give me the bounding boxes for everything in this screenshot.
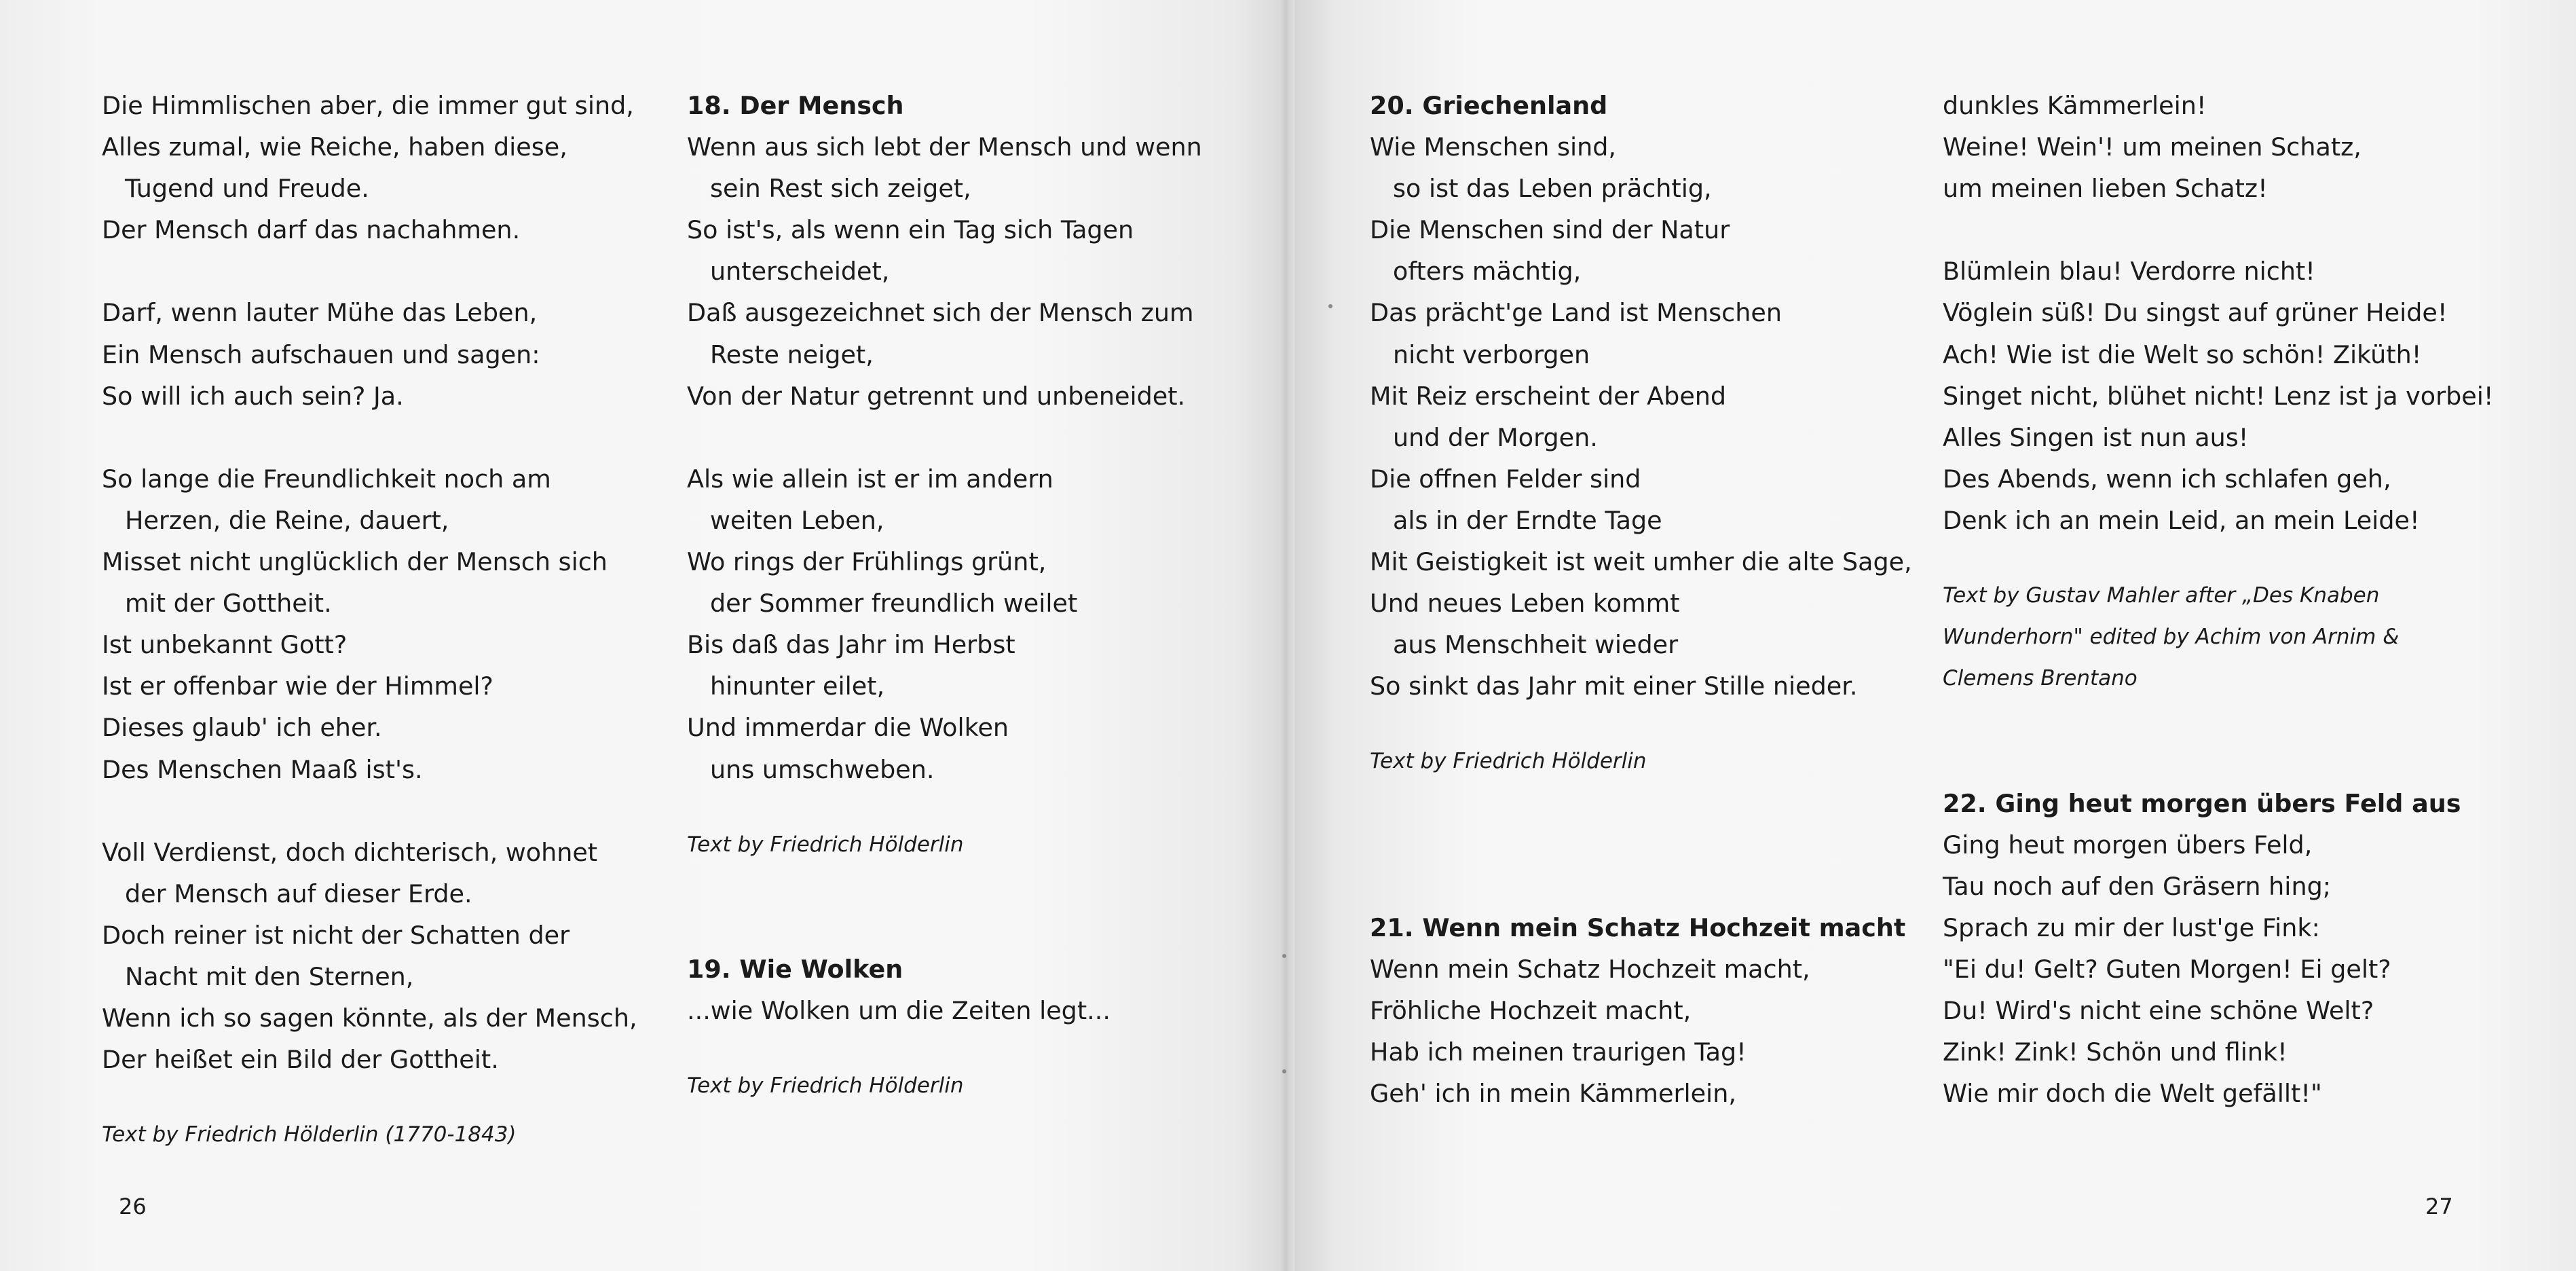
poem-line: Wenn aus sich lebt der Mensch und wenn <box>687 132 1202 162</box>
poem-line: Tugend und Freude. <box>125 174 369 204</box>
song-title: 22. Ging heut morgen übers Feld aus <box>1943 788 2461 818</box>
poem-line: Tau noch auf den Gräsern hing; <box>1943 871 2332 901</box>
song-title: 19. Wie Wolken <box>687 954 903 984</box>
poem-line: der Mensch auf dieser Erde. <box>125 879 472 908</box>
poem-line: Misset nicht unglücklich der Mensch sich <box>102 547 608 577</box>
poem-line: und der Morgen. <box>1393 422 1598 452</box>
poem-line: Denk ich an mein Leid, an mein Leide! <box>1943 505 2420 535</box>
poem-line: Die Himmlischen aber, die immer gut sind, <box>102 91 634 120</box>
poem-column-1 <box>102 85 637 1156</box>
poem-line: Von der Natur getrennt und unbeneidet. <box>687 381 1186 411</box>
poem-line: unterscheidet, <box>710 257 890 287</box>
poem-line: "Ei du! Gelt? Guten Morgen! Ei gelt? <box>1943 954 2391 984</box>
poem-line: Mit Reiz erscheint der Abend <box>1370 381 1727 411</box>
poem-line: Darf, wenn lauter Mühe das Leben, <box>102 298 538 328</box>
poem-line: Daß ausgezeichnet sich der Mensch zum <box>687 298 1194 328</box>
poem-line: Bis daß das Jahr im Herbst <box>687 630 1015 660</box>
poem-line: der Sommer freundlich weilet <box>710 589 1078 619</box>
poem-line: Die Menschen sind der Natur <box>1370 215 1730 245</box>
poem-line: Alles zumal, wie Reiche, haben diese, <box>102 132 567 162</box>
poem-line: Fröhliche Hochzeit macht, <box>1370 995 1692 1025</box>
poem-line: Als wie allein ist er im andern <box>687 464 1053 494</box>
poem-line: Des Menschen Maaß ist's. <box>102 754 423 784</box>
poem-line: Wo rings der Frühlings grünt, <box>687 547 1047 577</box>
binding-mark <box>1282 1069 1286 1073</box>
poem-line: nicht verborgen <box>1393 339 1590 369</box>
poem-line: Hab ich meinen traurigen Tag! <box>1370 1037 1747 1067</box>
text-credit: Text by Friedrich Hölderlin <box>687 832 964 857</box>
song-title: 20. Griechenland <box>1370 91 1608 120</box>
poem-line: sein Rest sich zeiget, <box>710 174 971 204</box>
poem-line: So sinkt das Jahr mit einer Stille nieder. <box>1370 671 1858 701</box>
poem-line: als in der Erndte Tage <box>1393 505 1662 535</box>
poem-line: Der Mensch darf das nachahmen. <box>102 215 521 245</box>
poem-line: aus Menschheit wieder <box>1393 630 1679 660</box>
page-number: 26 <box>119 1194 147 1219</box>
poem-line: Ist er offenbar wie der Himmel? <box>102 671 493 701</box>
song-title: 18. Der Mensch <box>687 91 904 120</box>
text-credit: Text by Friedrich Hölderlin <box>1370 749 1647 774</box>
page-gutter <box>1280 0 1294 1271</box>
text-credit: Clemens Brentano <box>1943 666 2138 691</box>
poem-line: Alles Singen ist nun aus! <box>1943 422 2249 452</box>
song-title: 21. Wenn mein Schatz Hochzeit macht <box>1370 913 1906 942</box>
poem-line: hinunter eilet, <box>710 671 885 701</box>
text-credit: Text by Friedrich Hölderlin (1770-1843) <box>102 1122 517 1147</box>
poem-line: ...wie Wolken um die Zeiten legt... <box>687 995 1110 1025</box>
poem-line: Voll Verdienst, doch dichterisch, wohnet <box>102 837 598 867</box>
poem-line: Herzen, die Reine, dauert, <box>125 505 449 535</box>
poem-line: Wenn mein Schatz Hochzeit macht, <box>1370 954 1810 984</box>
poem-line: Weine! Wein'! um meinen Schatz, <box>1943 132 2362 162</box>
poem-line: uns umschweben. <box>710 754 935 784</box>
poem-line: Der heißet ein Bild der Gottheit. <box>102 1045 499 1075</box>
poem-line: Wie Menschen sind, <box>1370 132 1617 162</box>
poem-line: So lange die Freundlichkeit noch am <box>102 464 551 494</box>
poem-line: Dieses glaub' ich eher. <box>102 713 382 743</box>
poem-line: Die offnen Felder sind <box>1370 464 1641 494</box>
poem-line: Zink! Zink! Schön und flink! <box>1943 1037 2288 1067</box>
poem-line: So ist's, als wenn ein Tag sich Tagen <box>687 215 1134 245</box>
text-credit: Wunderhorn" edited by Achim von Arnim & <box>1943 625 2400 650</box>
binding-mark <box>1282 954 1286 958</box>
poem-line: Ein Mensch aufschauen und sagen: <box>102 339 540 369</box>
poem-line: Und neues Leben kommt <box>1370 589 1680 619</box>
poem-line: Mit Geistigkeit ist weit umher die alte Sage, <box>1370 547 1912 577</box>
poem-line: So will ich auch sein? Ja. <box>102 381 404 411</box>
poem-line: Sprach zu mir der lust'ge Fink: <box>1943 913 2320 942</box>
binding-mark <box>1328 304 1332 308</box>
poem-line: Du! Wird's nicht eine schöne Welt? <box>1943 995 2374 1025</box>
poem-line: so ist das Leben prächtig, <box>1393 174 1712 204</box>
poem-line: Doch reiner ist nicht der Schatten der <box>102 920 570 950</box>
page-number: 27 <box>2425 1194 2453 1219</box>
poem-column-3 <box>1370 85 1912 1114</box>
poem-line: Geh' ich in mein Kämmerlein, <box>1370 1079 1736 1109</box>
poem-line: dunkles Kämmerlein! <box>1943 91 2207 120</box>
poem-line: Vöglein süß! Du singst auf grüner Heide! <box>1943 298 2448 328</box>
poem-line: Des Abends, wenn ich schlafen geh, <box>1943 464 2391 494</box>
poem-line: Und immerdar die Wolken <box>687 713 1009 743</box>
poem-line: Singet nicht, blühet nicht! Lenz ist ja vorbei! <box>1943 381 2494 411</box>
poem-line: Das prächt'ge Land ist Menschen <box>1370 298 1782 328</box>
poem-line: Wenn ich so sagen könnte, als der Mensch, <box>102 1003 637 1033</box>
poem-column-4 <box>1943 85 2494 1114</box>
poem-line: Ging heut morgen übers Feld, <box>1943 830 2313 860</box>
poem-line: weiten Leben, <box>710 505 884 535</box>
poem-line: Ist unbekannt Gott? <box>102 630 348 660</box>
poem-line: Ach! Wie ist die Welt so schön! Ziküth! <box>1943 339 2422 369</box>
poem-line: Nacht mit den Sternen, <box>125 961 414 991</box>
poem-line: ofters mächtig, <box>1393 257 1582 287</box>
poem-line: Wie mir doch die Welt gefällt!" <box>1943 1079 2322 1109</box>
poem-column-2 <box>687 85 1202 1107</box>
text-credit: Text by Friedrich Hölderlin <box>687 1073 964 1099</box>
poem-line: um meinen lieben Schatz! <box>1943 174 2268 204</box>
poem-line: Reste neiget, <box>710 339 874 369</box>
poem-line: Blümlein blau! Verdorre nicht! <box>1943 257 2315 287</box>
text-credit: Text by Gustav Mahler after „Des Knaben <box>1943 583 2380 608</box>
poem-line: mit der Gottheit. <box>125 589 332 619</box>
